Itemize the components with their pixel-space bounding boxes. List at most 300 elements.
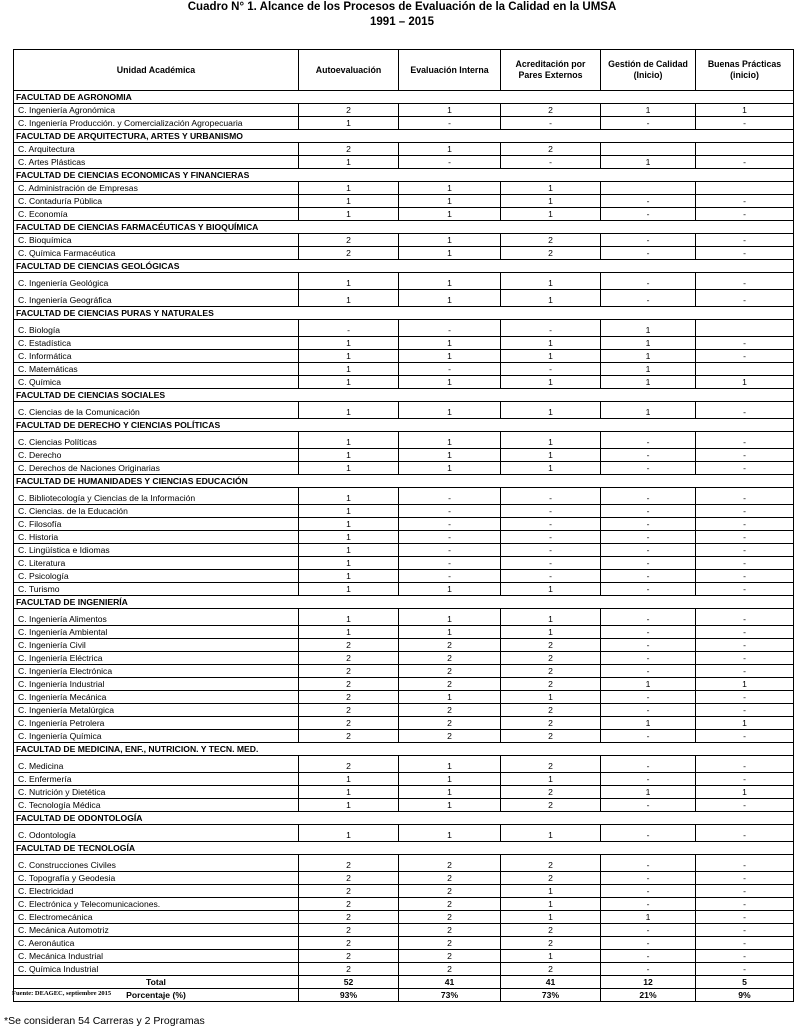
career-name: C. Mecánica Industrial: [14, 950, 299, 963]
value-cell: 2: [299, 665, 399, 678]
value-cell: 1: [501, 885, 601, 898]
value-cell: 2: [299, 911, 399, 924]
faculty-blank-cell: [299, 743, 399, 756]
table-title: Cuadro N° 1. Alcance de los Procesos de Evaluación de la Calidad en la UMSA: [187, 1, 617, 13]
career-name: C. Ciencias de la Comunicación: [14, 402, 299, 419]
value-cell: 1: [299, 557, 399, 570]
career-name: C. Enfermería: [14, 773, 299, 786]
value-cell: -: [696, 518, 794, 531]
value-cell: -: [601, 756, 696, 773]
value-cell: 2: [299, 717, 399, 730]
faculty-blank-cell: [601, 91, 696, 104]
value-cell: 1: [501, 898, 601, 911]
faculty-blank-cell: [601, 221, 696, 234]
table-row: [14, 950, 794, 963]
career-name: C. Ingeniería Alimentos: [14, 609, 299, 626]
value-cell: -: [696, 885, 794, 898]
career-name: C. Bibliotecología y Ciencias de la Información: [14, 488, 299, 505]
value-cell: 1: [501, 773, 601, 786]
value-cell: -: [696, 505, 794, 518]
value-cell: 1: [299, 786, 399, 799]
value-cell: 1: [601, 717, 696, 730]
career-name: C. Mecánica Automotriz: [14, 924, 299, 937]
faculty-name: FACULTAD DE AGRONOMIA: [14, 91, 299, 104]
value-cell: 1: [399, 626, 501, 639]
faculty-row: [14, 91, 794, 104]
faculty-name: FACULTAD DE CIENCIAS SOCIALES: [14, 389, 299, 402]
value-cell: 1: [299, 583, 399, 596]
faculty-row: [14, 596, 794, 609]
faculty-name: FACULTAD DE MEDICINA, ENF., NUTRICION. Y TECN. MED.: [14, 743, 299, 756]
value-cell: 1: [299, 402, 399, 419]
value-cell: -: [696, 462, 794, 475]
percent-value: 73%: [501, 989, 601, 1002]
value-cell: 1: [696, 678, 794, 691]
faculty-blank-cell: [399, 842, 501, 855]
career-name: C. Ciencias Políticas: [14, 432, 299, 449]
career-name: C. Ingeniería Industrial: [14, 678, 299, 691]
value-cell: 2: [399, 665, 501, 678]
value-cell: 1: [399, 290, 501, 307]
value-cell: 1: [299, 462, 399, 475]
value-cell: 1: [399, 799, 501, 812]
value-cell: 2: [501, 665, 601, 678]
career-name: C. Psicología: [14, 570, 299, 583]
career-name: C. Administración de Empresas: [14, 182, 299, 195]
value-cell: -: [601, 234, 696, 247]
career-name: C. Ingeniería Eléctrica: [14, 652, 299, 665]
value-cell: -: [601, 704, 696, 717]
value-cell: 2: [501, 143, 601, 156]
table-row: [14, 583, 794, 596]
faculty-blank-cell: [696, 130, 794, 143]
career-name: C. Química Farmacéutica: [14, 247, 299, 260]
career-name: C. Artes Plásticas: [14, 156, 299, 169]
faculty-blank-cell: [399, 221, 501, 234]
value-cell: 1: [299, 799, 399, 812]
value-cell: -: [601, 208, 696, 221]
faculty-row: [14, 169, 794, 182]
faculty-blank-cell: [696, 842, 794, 855]
value-cell: 2: [299, 898, 399, 911]
value-cell: [696, 182, 794, 195]
faculty-blank-cell: [299, 91, 399, 104]
value-cell: 1: [601, 337, 696, 350]
value-cell: 1: [501, 195, 601, 208]
faculty-blank-cell: [696, 812, 794, 825]
career-name: C. Tecnología Médica: [14, 799, 299, 812]
value-cell: 1: [696, 717, 794, 730]
percent-label: Porcentaje (%): [14, 989, 299, 1002]
faculty-blank-cell: [399, 307, 501, 320]
value-cell: -: [696, 117, 794, 130]
value-cell: -: [696, 570, 794, 583]
value-cell: -: [601, 639, 696, 652]
value-cell: -: [399, 363, 501, 376]
value-cell: 2: [501, 756, 601, 773]
faculty-name: FACULTAD DE CIENCIAS ECONOMICAS Y FINANCIERAS: [14, 169, 299, 182]
table-row: [14, 462, 794, 475]
value-cell: 1: [399, 432, 501, 449]
value-cell: -: [696, 234, 794, 247]
value-cell: 2: [501, 963, 601, 976]
table-row: [14, 544, 794, 557]
evaluation-table: [13, 49, 794, 1002]
value-cell: -: [601, 117, 696, 130]
faculty-name: FACULTAD DE CIENCIAS PURAS Y NATURALES: [14, 307, 299, 320]
career-name: C. Informática: [14, 350, 299, 363]
table-row: [14, 570, 794, 583]
table-row: [14, 626, 794, 639]
value-cell: 2: [299, 937, 399, 950]
total-value: 41: [399, 976, 501, 989]
value-cell: -: [601, 609, 696, 626]
total-row: [14, 976, 794, 989]
faculty-blank-cell: [601, 169, 696, 182]
value-cell: 2: [501, 234, 601, 247]
career-name: C. Filosofía: [14, 518, 299, 531]
value-cell: -: [696, 208, 794, 221]
table-row: [14, 531, 794, 544]
faculty-blank-cell: [601, 130, 696, 143]
faculty-row: [14, 419, 794, 432]
value-cell: -: [696, 402, 794, 419]
value-cell: 2: [501, 799, 601, 812]
career-name: C. Electricidad: [14, 885, 299, 898]
faculty-blank-cell: [299, 812, 399, 825]
value-cell: -: [399, 531, 501, 544]
value-cell: 1: [696, 104, 794, 117]
faculty-blank-cell: [399, 260, 501, 273]
value-cell: 2: [399, 730, 501, 743]
value-cell: 2: [501, 247, 601, 260]
career-name: C. Ingeniería Química: [14, 730, 299, 743]
table-row: [14, 855, 794, 872]
value-cell: 1: [399, 609, 501, 626]
value-cell: 1: [299, 182, 399, 195]
faculty-row: [14, 743, 794, 756]
table-row: [14, 756, 794, 773]
value-cell: -: [696, 799, 794, 812]
value-cell: -: [501, 505, 601, 518]
value-cell: 2: [299, 704, 399, 717]
table-row: [14, 505, 794, 518]
faculty-blank-cell: [696, 221, 794, 234]
career-name: C. Turismo: [14, 583, 299, 596]
faculty-blank-cell: [299, 221, 399, 234]
value-cell: 1: [501, 462, 601, 475]
table-row: [14, 376, 794, 389]
table-row: [14, 691, 794, 704]
faculty-blank-cell: [696, 169, 794, 182]
value-cell: 2: [399, 717, 501, 730]
value-cell: 1: [399, 786, 501, 799]
faculty-blank-cell: [601, 475, 696, 488]
career-name: C. Estadística: [14, 337, 299, 350]
career-name: C. Ingeniería Ambiental: [14, 626, 299, 639]
value-cell: -: [299, 320, 399, 337]
value-cell: 1: [299, 117, 399, 130]
table-row: [14, 773, 794, 786]
value-cell: -: [696, 691, 794, 704]
value-cell: -: [601, 950, 696, 963]
value-cell: -: [601, 924, 696, 937]
faculty-row: [14, 307, 794, 320]
percent-value: 9%: [696, 989, 794, 1002]
value-cell: -: [601, 462, 696, 475]
total-label: Total: [14, 976, 299, 989]
value-cell: 2: [501, 652, 601, 665]
value-cell: -: [696, 432, 794, 449]
table-subtitle: 1991 – 2015: [370, 16, 434, 28]
value-cell: -: [601, 518, 696, 531]
value-cell: -: [501, 518, 601, 531]
value-cell: 1: [501, 182, 601, 195]
value-cell: -: [601, 290, 696, 307]
faculty-blank-cell: [501, 91, 601, 104]
faculty-row: [14, 389, 794, 402]
value-cell: 1: [601, 911, 696, 924]
value-cell: 2: [399, 652, 501, 665]
value-cell: -: [696, 449, 794, 462]
value-cell: 2: [399, 898, 501, 911]
value-cell: -: [696, 963, 794, 976]
value-cell: 1: [399, 143, 501, 156]
value-cell: -: [696, 609, 794, 626]
value-cell: -: [696, 544, 794, 557]
faculty-blank-cell: [299, 596, 399, 609]
value-cell: 1: [399, 691, 501, 704]
value-cell: 1: [501, 950, 601, 963]
value-cell: -: [501, 320, 601, 337]
value-cell: -: [601, 449, 696, 462]
value-cell: -: [696, 665, 794, 678]
total-value: 5: [696, 976, 794, 989]
value-cell: 1: [601, 350, 696, 363]
value-cell: -: [601, 773, 696, 786]
career-name: C. Ingeniería Metalúrgica: [14, 704, 299, 717]
value-cell: 1: [601, 104, 696, 117]
faculty-blank-cell: [696, 743, 794, 756]
career-name: C. Aeronáutica: [14, 937, 299, 950]
value-cell: 2: [299, 678, 399, 691]
value-cell: 2: [501, 639, 601, 652]
percent-value: 93%: [299, 989, 399, 1002]
value-cell: 1: [299, 488, 399, 505]
faculty-row: [14, 812, 794, 825]
value-cell: 1: [601, 786, 696, 799]
faculty-blank-cell: [501, 221, 601, 234]
value-cell: -: [399, 505, 501, 518]
value-cell: 2: [399, 704, 501, 717]
value-cell: -: [501, 117, 601, 130]
table-row: [14, 730, 794, 743]
table-row: [14, 557, 794, 570]
value-cell: -: [399, 320, 501, 337]
career-name: C. Biología: [14, 320, 299, 337]
value-cell: -: [601, 963, 696, 976]
value-cell: 2: [299, 756, 399, 773]
table-row: [14, 290, 794, 307]
value-cell: 1: [601, 376, 696, 389]
career-name: C. Construcciones Civiles: [14, 855, 299, 872]
career-name: C. Ingeniería Petrolera: [14, 717, 299, 730]
value-cell: 2: [299, 963, 399, 976]
table-row: [14, 652, 794, 665]
career-name: C. Arquitectura: [14, 143, 299, 156]
value-cell: 2: [299, 872, 399, 885]
faculty-blank-cell: [696, 389, 794, 402]
career-name: C. Electromecánica: [14, 911, 299, 924]
value-cell: 2: [399, 639, 501, 652]
value-cell: -: [601, 898, 696, 911]
value-cell: -: [696, 247, 794, 260]
faculty-blank-cell: [399, 475, 501, 488]
career-name: C. Economía: [14, 208, 299, 221]
value-cell: 1: [601, 363, 696, 376]
value-cell: 1: [399, 756, 501, 773]
value-cell: 2: [501, 872, 601, 885]
career-name: C. Bioquímica: [14, 234, 299, 247]
career-name: C. Odontología: [14, 825, 299, 842]
value-cell: -: [696, 855, 794, 872]
table-row: [14, 449, 794, 462]
table-row: [14, 320, 794, 337]
faculty-blank-cell: [299, 169, 399, 182]
career-name: C. Derecho: [14, 449, 299, 462]
value-cell: 1: [501, 337, 601, 350]
table-row: [14, 117, 794, 130]
value-cell: 1: [501, 350, 601, 363]
value-cell: -: [601, 872, 696, 885]
value-cell: -: [696, 557, 794, 570]
faculty-blank-cell: [696, 91, 794, 104]
value-cell: -: [601, 691, 696, 704]
table-row: [14, 432, 794, 449]
value-cell: 1: [299, 505, 399, 518]
value-cell: 2: [299, 730, 399, 743]
faculty-blank-cell: [399, 596, 501, 609]
value-cell: -: [696, 626, 794, 639]
career-name: C. Ingeniería Agronómica: [14, 104, 299, 117]
faculty-blank-cell: [501, 743, 601, 756]
faculty-blank-cell: [501, 260, 601, 273]
faculty-blank-cell: [501, 596, 601, 609]
faculty-blank-cell: [501, 419, 601, 432]
value-cell: 1: [299, 518, 399, 531]
career-name: C. Ciencias. de la Educación: [14, 505, 299, 518]
faculty-name: FACULTAD DE TECNOLOGÍA: [14, 842, 299, 855]
header-unidad: Unidad Académica: [14, 50, 299, 91]
value-cell: 2: [501, 730, 601, 743]
header-buenas-practicas: Buenas Prácticas (inicio): [696, 50, 794, 91]
value-cell: 1: [696, 376, 794, 389]
table-row: [14, 799, 794, 812]
header-row: [14, 50, 794, 91]
faculty-blank-cell: [601, 389, 696, 402]
table-row: [14, 182, 794, 195]
value-cell: 1: [501, 208, 601, 221]
value-cell: 1: [501, 273, 601, 290]
value-cell: -: [696, 639, 794, 652]
value-cell: 1: [601, 678, 696, 691]
faculty-blank-cell: [501, 307, 601, 320]
value-cell: -: [601, 855, 696, 872]
value-cell: 1: [601, 320, 696, 337]
value-cell: -: [696, 872, 794, 885]
value-cell: -: [601, 273, 696, 290]
career-name: C. Electrónica y Telecomunicaciones.: [14, 898, 299, 911]
career-name: C. Química: [14, 376, 299, 389]
career-name: C. Contaduría Pública: [14, 195, 299, 208]
value-cell: 1: [299, 432, 399, 449]
value-cell: -: [601, 583, 696, 596]
value-cell: 2: [299, 247, 399, 260]
value-cell: -: [501, 363, 601, 376]
value-cell: [696, 320, 794, 337]
value-cell: 2: [399, 950, 501, 963]
value-cell: -: [601, 557, 696, 570]
value-cell: 1: [299, 208, 399, 221]
value-cell: 1: [501, 691, 601, 704]
value-cell: 2: [399, 678, 501, 691]
faculty-blank-cell: [601, 743, 696, 756]
value-cell: 1: [399, 337, 501, 350]
faculty-blank-cell: [299, 389, 399, 402]
faculty-blank-cell: [501, 389, 601, 402]
value-cell: 1: [501, 432, 601, 449]
table-row: [14, 402, 794, 419]
faculty-blank-cell: [299, 842, 399, 855]
career-name: C. Derechos de Naciones Originarias: [14, 462, 299, 475]
header-evaluacion-interna: Evaluación Interna: [399, 50, 501, 91]
value-cell: -: [399, 488, 501, 505]
value-cell: 2: [501, 678, 601, 691]
value-cell: -: [696, 337, 794, 350]
table-row: [14, 350, 794, 363]
value-cell: 1: [299, 449, 399, 462]
value-cell: 1: [299, 273, 399, 290]
value-cell: -: [601, 195, 696, 208]
total-value: 41: [501, 976, 601, 989]
table-row: [14, 234, 794, 247]
faculty-blank-cell: [399, 389, 501, 402]
source-note: Fuente: DEAGEC, septiembre 2015: [12, 990, 112, 997]
faculty-row: [14, 221, 794, 234]
value-cell: 2: [399, 911, 501, 924]
value-cell: -: [696, 290, 794, 307]
faculty-blank-cell: [696, 419, 794, 432]
value-cell: -: [696, 924, 794, 937]
faculty-name: FACULTAD DE CIENCIAS GEOLÓGICAS: [14, 260, 299, 273]
faculty-blank-cell: [601, 812, 696, 825]
value-cell: -: [501, 570, 601, 583]
career-name: C. Ingeniería Mecánica: [14, 691, 299, 704]
value-cell: 1: [399, 376, 501, 389]
career-name: C. Historia: [14, 531, 299, 544]
value-cell: 1: [399, 234, 501, 247]
table-row: [14, 704, 794, 717]
value-cell: 1: [399, 402, 501, 419]
value-cell: 2: [399, 855, 501, 872]
value-cell: -: [696, 730, 794, 743]
faculty-blank-cell: [299, 419, 399, 432]
value-cell: 2: [399, 885, 501, 898]
value-cell: -: [601, 544, 696, 557]
table-row: [14, 872, 794, 885]
value-cell: -: [696, 756, 794, 773]
value-cell: -: [696, 898, 794, 911]
